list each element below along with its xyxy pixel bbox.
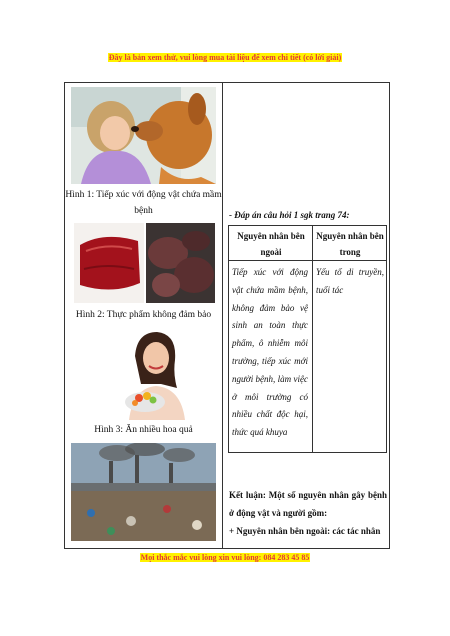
header-external-causes: Nguyên nhân bên ngoài: [237, 231, 305, 257]
header-internal-causes: Nguyên nhân bên trong: [316, 231, 384, 257]
photo-polluted-landfill: [71, 443, 216, 541]
content-table: [64, 82, 390, 549]
figures-column: [65, 83, 222, 548]
answer-heading: - Đáp án câu hỏi 1 sgk trang 74:: [229, 210, 350, 220]
cell-external-causes: Tiếp xúc với động vật chứa mầm bệnh, không đảm bảo vệ sinh an toàn thực phẩm, ô nhiễm môi trường, tiếp xúc mới người bệnh, làm việc ở môi trường có nhiều chất độc hại, thức quá khuya: [232, 267, 308, 438]
figure-1-caption: Hình 1: Tiếp xúc với động vật chứa mầm bệnh: [65, 190, 222, 216]
answer-column: [223, 83, 390, 548]
figure-2-caption: Hình 2: Thực phẩm không đảm bảo: [75, 310, 212, 320]
table-header-divider: [229, 260, 386, 261]
causes-table: [228, 225, 387, 453]
conclusion-line-2: + Nguyên nhân bên ngoài: các tác nhân: [229, 526, 381, 536]
photo-woman-eating-fruit: [111, 328, 191, 420]
cell-internal-causes: Yếu tố di truyền, tuổi tác: [316, 267, 384, 295]
figure-3-caption: Hình 3: Ăn nhiều hoa quả: [94, 425, 193, 435]
photo-raw-meat: [74, 223, 144, 303]
photo-girl-with-dog: [71, 87, 216, 184]
contact-notice: Mọi thắc mắc vui lòng xin vui lòng: 084 283 45 85: [140, 553, 310, 562]
photo-spoiled-meat: [146, 223, 215, 303]
conclusion-line-1: Kết luận: Một số nguyên nhân gây bệnh ở động vật và người gồm:: [229, 490, 387, 518]
preview-notice: Đây là bản xem thử, vui lòng mua tài liệu để xem chi tiết (có lời giải): [108, 53, 342, 62]
conclusion: [229, 486, 387, 540]
